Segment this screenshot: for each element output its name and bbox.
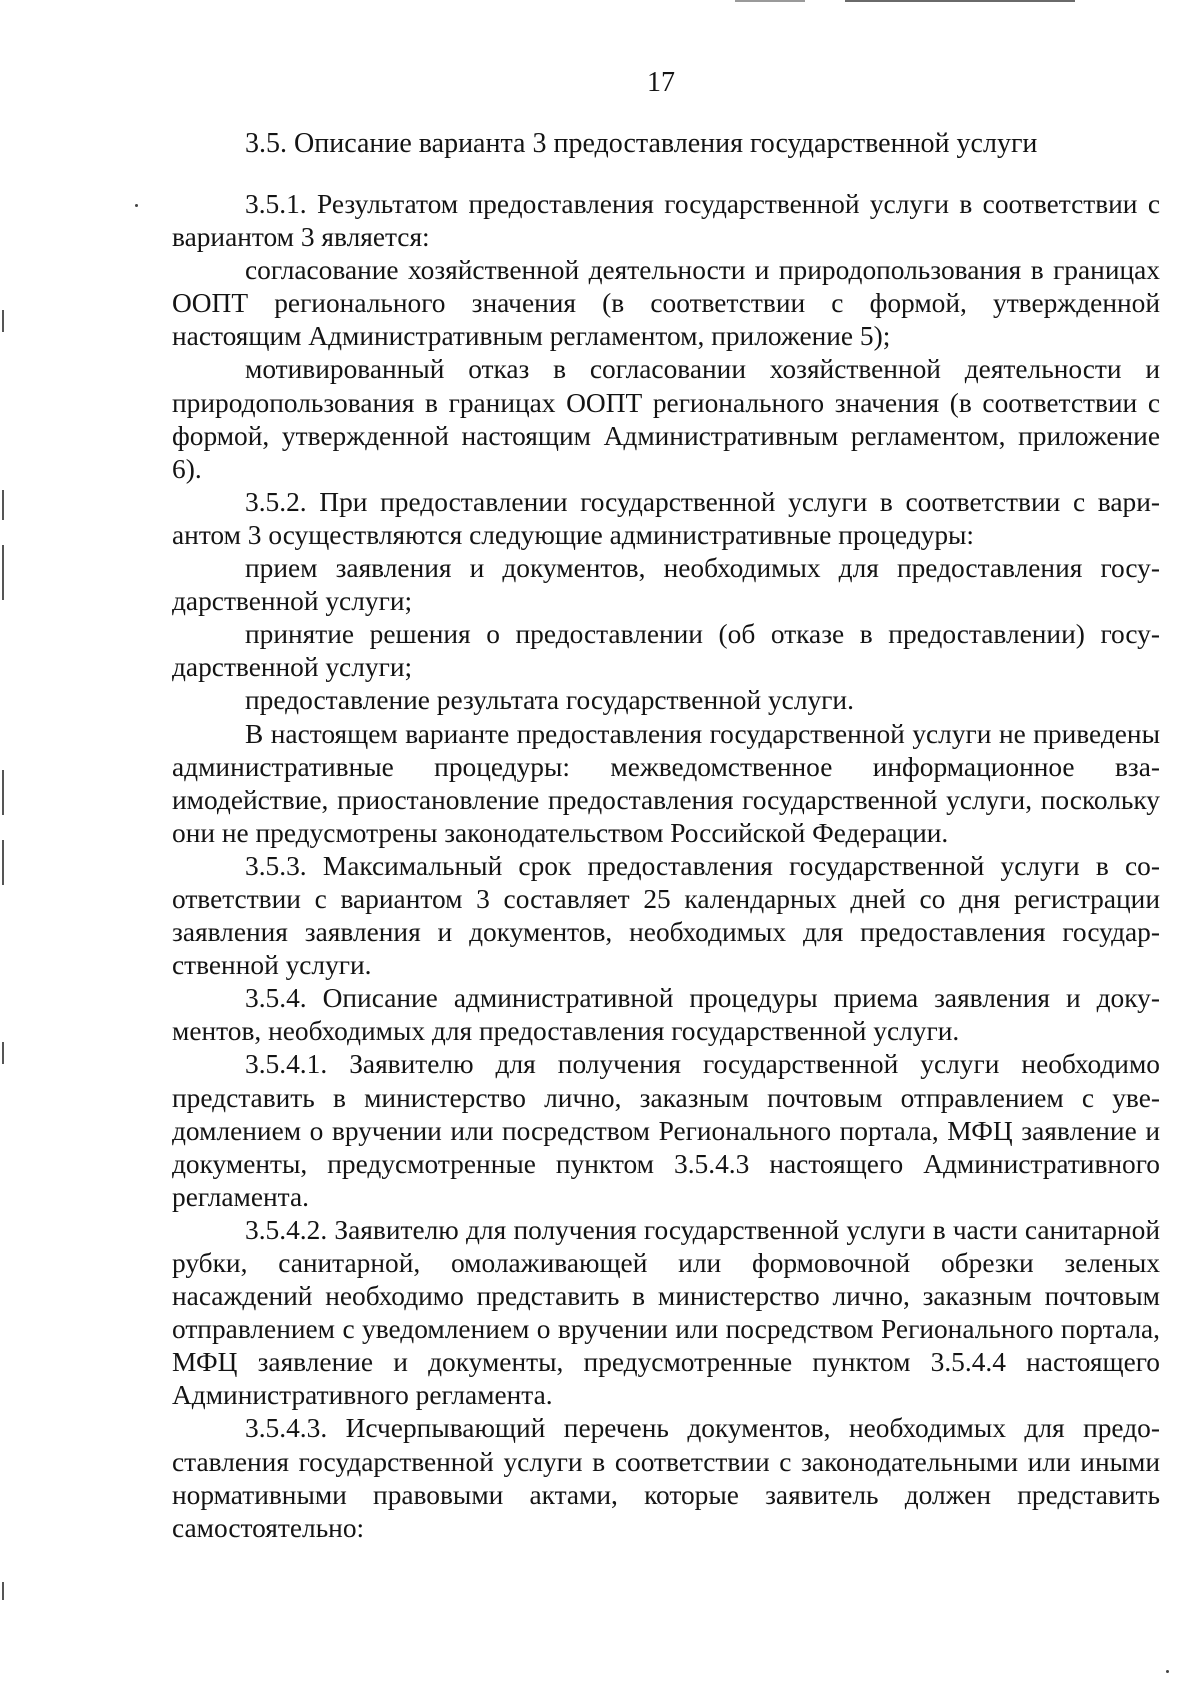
scan-margin-mark [2, 545, 4, 600]
paragraph: прием заявления и документов, необходимых для предоставления государственной услуги; [172, 553, 1160, 617]
paragraph: 3.5.4.1. Заявителю для получения государственной услуги необходимо представить в министерство лично, заказным почтовым отправлением с уведомлением о вручении или посредством Регионального портала, МФЦ заявление и документы, предусмотренные пунктом 3.5.4.3 настоящего Административного регламента. [172, 1049, 1160, 1212]
paragraph: 3.5.2. При предоставлении государственной услуги в соответствии с вариантом 3 осуществляются следующие административные процедуры: [172, 486, 1160, 550]
paragraph: 3.5.4. Описание административной процедуры приема заявления и документов, необходимых для предоставления государственной услуги. [172, 983, 1160, 1047]
scan-margin-mark [2, 490, 4, 520]
scan-top-rule [735, 0, 805, 2]
scan-speck [135, 204, 138, 207]
scan-speck [1166, 1670, 1169, 1673]
section-title: 3.5. Описание варианта 3 предоставления государственной услуги [245, 128, 1038, 159]
paragraph: 3.5.4.3. Исчерпывающий перечень документов, необходимых для предоставления государственной услуги в соответствии с законодательными или иными нормативными правовыми актами, которые заявитель должен представить самостоятельно: [172, 1413, 1160, 1543]
scan-margin-mark [2, 310, 4, 332]
paragraph: предоставление результата государственной услуги. [245, 685, 854, 716]
paragraph: 3.5.1. Результатом предоставления государственной услуги в соответствии с вариантом 3 является: [172, 189, 1160, 253]
scan-margin-mark [2, 1582, 4, 1600]
document-body [172, 188, 1160, 1545]
paragraph: мотивированный отказ в согласовании хозяйственной деятельности и природопользования в границах ООПТ регионального значения (в соответствии с формой, утвержденной настоящим Административным регламентом, приложение 6). [172, 354, 1160, 484]
paragraph: согласование хозяйственной деятельности и природопользования в границах ООПТ регионального значения (в соответствии с формой, утвержденной настоящим Административным регламентом, приложение 5); [172, 255, 1160, 352]
scan-margin-mark [2, 770, 4, 815]
page-number: 17 [647, 67, 675, 98]
scan-top-rule [845, 0, 1075, 2]
paragraph: 3.5.4.2. Заявителю для получения государственной услуги в части санитарной рубки, санитарной, омолаживающей или формовочной обрезки зеленых насаждений необходимо представить в министерство лично, заказным почтовым отправлением с уведомлением о вручении или посредством Регионального портала, МФЦ заявление и документы, предусмотренные пунктом 3.5.4.4 настоящего Административного регламента. [172, 1214, 1160, 1411]
paragraph: принятие решения о предоставлении (об отказе в предоставлении) государственной услуги; [172, 619, 1160, 683]
paragraph: 3.5.3. Максимальный срок предоставления государственной услуги в соответствии с вариантом 3 составляет 25 календарных дней со дня регистрации заявления заявления и документов, необходимых для предоставления государственной услуги. [172, 850, 1160, 981]
paragraph: В настоящем варианте предоставления государственной услуги не приведены административные процедуры: межведомственное информационное взаимодействие, приостановление предоставления государственной услуги, поскольку они не предусмотрены законодательством Российской Федерации. [172, 718, 1160, 848]
scan-margin-mark [2, 840, 4, 885]
scan-margin-mark [2, 1042, 4, 1064]
